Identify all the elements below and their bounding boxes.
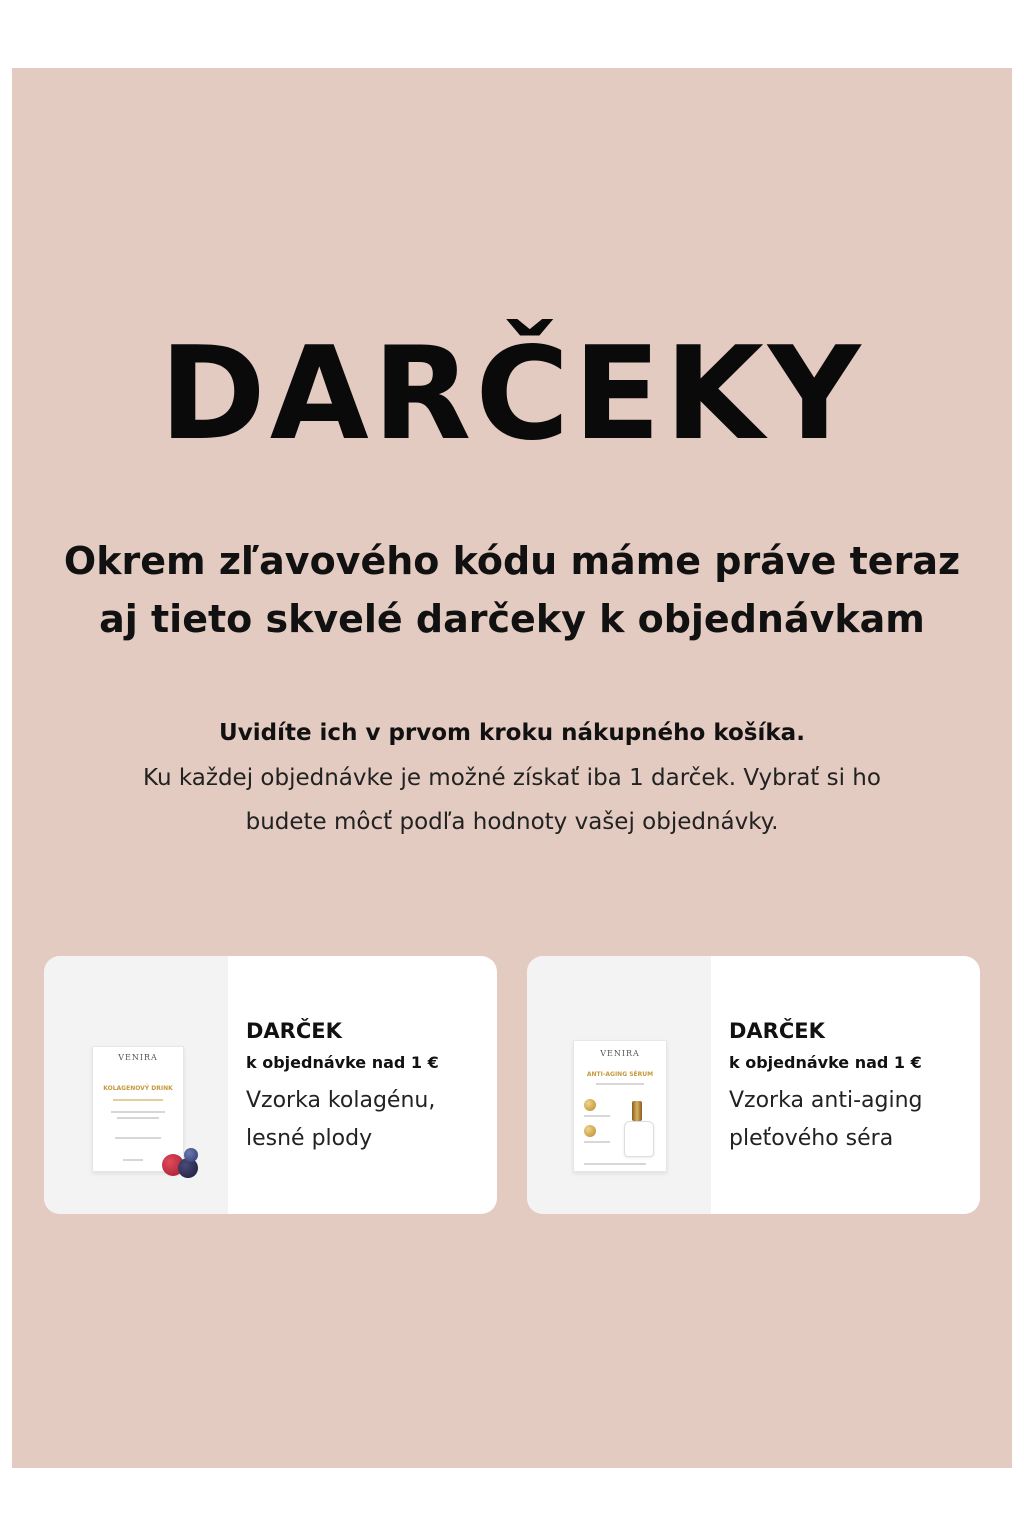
page-subtitle <box>0 532 1024 648</box>
gift-description-line-1: Vzorka kolagénu, <box>246 1088 436 1113</box>
gold-bullet-icon <box>584 1125 596 1137</box>
gift-heading: DARČEK <box>246 1019 342 1043</box>
cart-info-text <box>0 756 1024 844</box>
serum-sachet-image <box>527 956 711 1214</box>
sachet-text-line <box>596 1083 644 1085</box>
gift-threshold: k objednávke nad 1 € <box>246 1053 439 1072</box>
gold-bullet-icon <box>584 1099 596 1111</box>
sachet-text-line <box>117 1117 159 1119</box>
sachet-text-line <box>111 1111 165 1113</box>
cart-info-line-1: Ku každej objednávke je možné získať iba 1 darček. Vybrať si ho <box>143 765 881 791</box>
sachet-text-line <box>584 1141 610 1143</box>
gift-description-line-1: Vzorka anti-aging <box>729 1088 923 1113</box>
subtitle-line-1: Okrem zľavového kódu máme práve teraz <box>63 539 961 583</box>
gift-card-collagen <box>44 956 497 1214</box>
sachet-text-line <box>584 1115 610 1117</box>
blueberry-icon <box>184 1148 198 1162</box>
gift-heading: DARČEK <box>729 1019 825 1043</box>
sachet-product-name: KOLAGENOVÝ DRINK <box>103 1085 173 1092</box>
gift-description-line-2: pleťového séra <box>729 1126 894 1151</box>
gift-description <box>246 1082 486 1158</box>
sachet-product-name: ANTI-AGING SÉRUM <box>586 1071 654 1078</box>
collagen-sachet <box>92 1046 184 1172</box>
sachet-text-line <box>584 1163 646 1165</box>
subtitle-line-2: aj tieto skvelé darčeky k objednávkam <box>99 597 925 641</box>
gift-card-body <box>246 1014 486 1158</box>
gift-threshold: k objednávke nad 1 € <box>729 1053 922 1072</box>
sachet-text-line <box>115 1137 161 1139</box>
cart-info-line-2: budete môcť podľa hodnoty vašej objednávky. <box>245 809 779 835</box>
page-title: DARČEKY <box>159 320 865 469</box>
serum-bottle-icon <box>624 1121 654 1157</box>
serum-sachet <box>573 1040 667 1172</box>
cart-info-heading: Uvidíte ich v prvom kroku nákupného košíka. <box>219 720 805 746</box>
serum-bottle-cap <box>632 1101 642 1121</box>
sachet-text-line <box>123 1159 143 1161</box>
gift-card-serum <box>527 956 980 1214</box>
sachet-script-line <box>113 1099 163 1101</box>
gift-description-line-2: lesné plody <box>246 1126 373 1151</box>
collagen-sachet-image <box>44 956 228 1214</box>
sachet-brand-logo: VENIRA <box>118 1053 158 1062</box>
gift-description <box>729 1082 969 1158</box>
sachet-brand-logo: VENIRA <box>600 1049 640 1058</box>
gift-card-body <box>729 1014 969 1158</box>
